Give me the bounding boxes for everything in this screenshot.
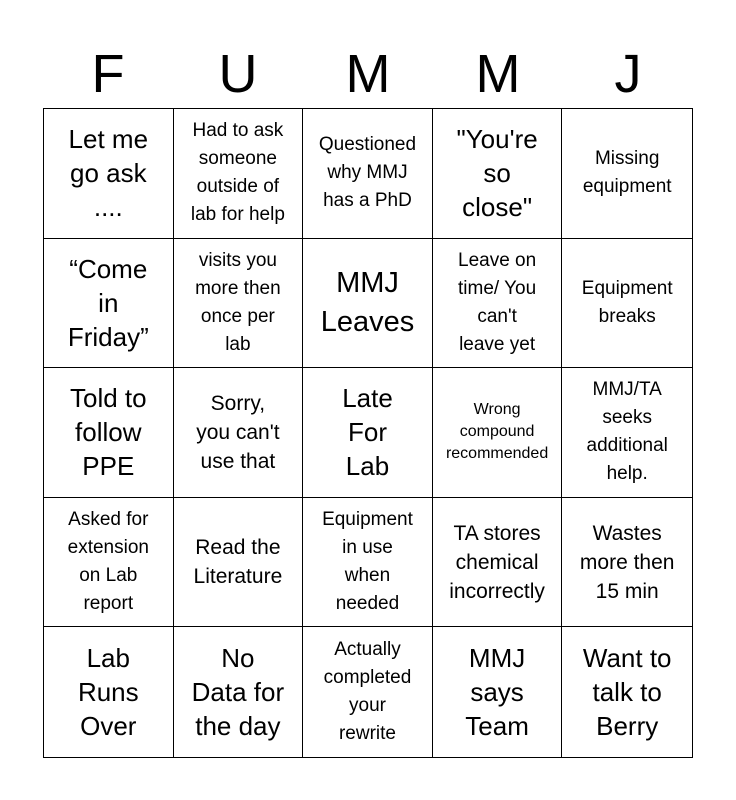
cell-text: Equipment in use when needed bbox=[322, 509, 413, 615]
bingo-cell-r4c2[interactable] bbox=[174, 498, 304, 628]
bingo-cell-r1c2[interactable] bbox=[174, 109, 304, 239]
bingo-cell-r2c4[interactable] bbox=[433, 239, 563, 369]
cell-text: Questioned why MMJ has a PhD bbox=[318, 134, 417, 212]
bingo-cell-r4c1[interactable] bbox=[44, 498, 174, 628]
bingo-cell-r4c4[interactable] bbox=[433, 498, 563, 628]
cell-text: Equipment breaks bbox=[581, 277, 673, 327]
header-letter-j: J bbox=[614, 44, 642, 104]
header-letter-m2: M bbox=[475, 44, 521, 104]
cell-text: TA stores chemical incorrectly bbox=[449, 521, 545, 603]
bingo-cell-r4c3[interactable] bbox=[303, 498, 433, 628]
header-letter-u: U bbox=[218, 44, 258, 104]
bingo-cell-r1c3[interactable] bbox=[303, 109, 433, 239]
cell-text: MMJ says Team bbox=[465, 643, 529, 742]
bingo-cell-r3c1[interactable] bbox=[44, 368, 174, 498]
bingo-cell-r3c3[interactable] bbox=[303, 368, 433, 498]
cell-text: Told to follow PPE bbox=[69, 383, 147, 482]
cell-text: Had to ask someone outside of lab for help bbox=[190, 120, 285, 226]
cell-text: Missing equipment bbox=[582, 148, 672, 198]
header-letter-m1: M bbox=[345, 44, 391, 104]
bingo-cell-r5c3[interactable] bbox=[303, 627, 433, 757]
bingo-cell-r3c4[interactable] bbox=[433, 368, 563, 498]
bingo-cell-r2c1[interactable] bbox=[44, 239, 174, 369]
bingo-cell-r2c3[interactable] bbox=[303, 239, 433, 369]
cell-text: Leave on time/ You can't leave yet bbox=[458, 249, 537, 355]
bingo-cell-r1c1[interactable] bbox=[44, 109, 174, 239]
bingo-header bbox=[43, 40, 693, 108]
bingo-cell-r1c4[interactable] bbox=[433, 109, 563, 239]
bingo-cell-r4c5[interactable] bbox=[562, 498, 692, 628]
bingo-cell-r2c5[interactable] bbox=[562, 239, 692, 369]
cell-text: Late For Lab bbox=[342, 383, 393, 482]
bingo-board bbox=[43, 108, 693, 758]
cell-text: "You're so close" bbox=[456, 124, 538, 223]
cell-text: Wrong compound recommended bbox=[445, 401, 549, 463]
cell-text: Asked for extension on Lab report bbox=[67, 509, 149, 615]
bingo-cell-r5c4[interactable] bbox=[433, 627, 563, 757]
header-letter-f: F bbox=[91, 44, 125, 104]
cell-text: MMJ/TA seeks additional help. bbox=[586, 379, 668, 485]
cell-text: Wastes more then 15 min bbox=[579, 521, 675, 603]
cell-text: Let me go ask .... bbox=[68, 124, 149, 223]
cell-text: MMJ Leaves bbox=[320, 266, 415, 338]
cell-text: No Data for the day bbox=[191, 643, 285, 742]
bingo-cell-r3c5[interactable] bbox=[562, 368, 692, 498]
bingo-cell-r3c2[interactable] bbox=[174, 368, 304, 498]
cell-text: Actually completed your rewrite bbox=[323, 639, 412, 745]
bingo-cell-r5c5[interactable] bbox=[562, 627, 692, 757]
cell-text: Sorry, you can't use that bbox=[196, 391, 280, 473]
cell-text: visits you more then once per lab bbox=[195, 249, 281, 355]
cell-text: “Come in Friday” bbox=[67, 253, 149, 352]
cell-text: Read the Literature bbox=[193, 536, 283, 589]
bingo-cell-r1c5[interactable] bbox=[562, 109, 692, 239]
cell-text: Want to talk to Berry bbox=[582, 643, 672, 742]
bingo-cell-r5c2[interactable] bbox=[174, 627, 304, 757]
bingo-cell-r5c1[interactable] bbox=[44, 627, 174, 757]
bingo-cell-r2c2[interactable] bbox=[174, 239, 304, 369]
cell-text: Lab Runs Over bbox=[77, 643, 139, 742]
